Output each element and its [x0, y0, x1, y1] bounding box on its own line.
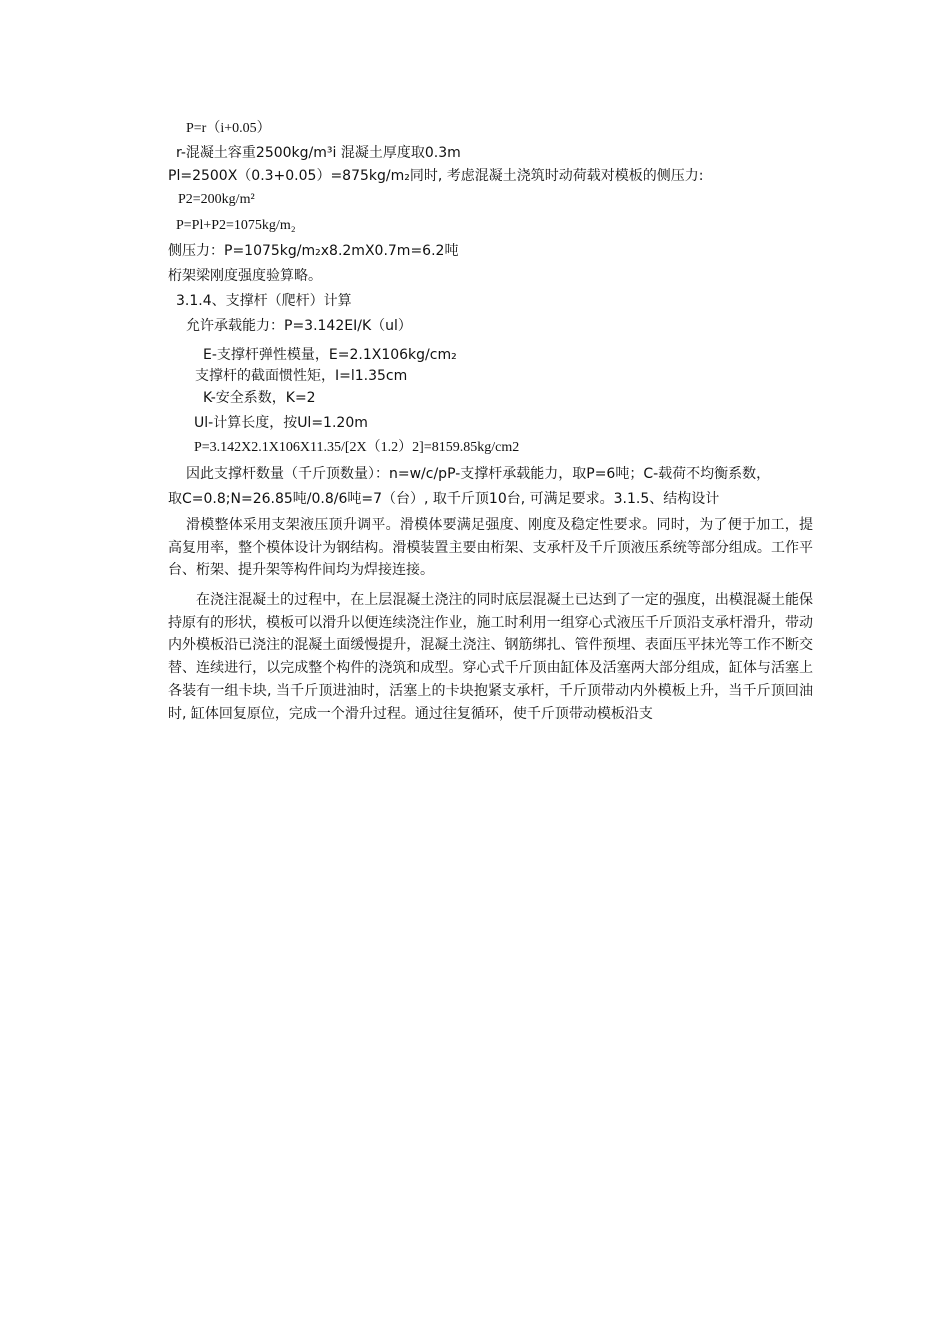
allowable-load-line: 允许承载能力：P=3.142EI/K（ul） — [186, 318, 412, 334]
inertia-line: 支撑杆的截面惯性矩，I=l1.35cm — [195, 368, 408, 384]
elastic-modulus-line: E-支撑杆弹性模量，E=2.1X106kg/cm₂ — [203, 347, 457, 363]
result-formula-line: P=3.142X2.1X106X11.35/[2X（1.2）2]=8159.85kg/cm2 — [194, 440, 520, 455]
section-heading-3-1-4: 3.1.4、支撑杆（爬杆）计算 — [176, 293, 352, 309]
structure-design-paragraph: 滑模整体采用支架液压顶升调平。滑模体要满足强度、刚度及稳定性要求。同时，为了便于加工，提高复用率，整个模体设计为钢结构。滑模装置主要由桁架、支承杆及千斤顶液压系统等部分组成。工作平台、桁架、提升架等构件间均为焊接连接。 — [168, 517, 813, 579]
formula-line-1: P=r（i+0.05） — [186, 121, 271, 136]
casting-process-paragraph: 在浇注混凝土的过程中，在上层混凝土浇注的同时底层混凝土已达到了一定的强度，出模混凝土能保持原有的形状，模板可以滑升以便连续浇注作业，施工时利用一组穿心式液压千斤顶沿支承杆滑升，带动内外模板沿已浇注的混凝土面缓慢提升，混凝土浇注、钢筋绑扎、管件预埋、表面压平抹光等工作不断交替、连续进行，以完成整个构件的浇筑和成型。穿心式千斤顶由缸体及活塞两大部分组成，缸体与活塞上各装有一组卡块, 当千斤顶进油时，活塞上的卡块抱紧支承杆，千斤顶带动内外模板上升，当千斤顶回油时, 缸体回复原位，完成一个滑升过程。通过往复循环，使千斤顶带动模板沿支 — [168, 592, 813, 722]
truss-check-line: 桁架梁刚度强度验算略。 — [168, 268, 322, 284]
safety-factor-line: K-安全系数，K=2 — [203, 390, 316, 406]
calc-length-line: Ul-计算长度，按Ul=1.20m — [194, 415, 368, 431]
formula-line-3: Pl=2500X（0.3+0.05）=875kg/m₂同时, 考虑混凝土浇筑时动荷载对模板的侧压力: — [168, 168, 704, 184]
formula-line-2: r-混凝土容重2500kg/m³i 混凝土厚度取0.3m — [176, 145, 461, 161]
formula-line-5: P=Pl+P2=1075kg/m₂ — [176, 218, 296, 233]
jack-count-line-2: 取C=0.8;N=26.85吨/0.8/6吨=7（台）, 取千斤顶10台, 可满足要求。3.1.5、结构设计 — [168, 491, 720, 507]
lateral-pressure-line: 侧压力：P=1075kg/m₂x8.2mX0.7m=6.2吨 — [168, 243, 459, 259]
formula-line-4: P2=200kg/m² — [178, 192, 255, 207]
jack-count-line-1: 因此支撑杆数量（千斤顶数量）：n=w/c/pP-支撑杆承载能力，取P=6吨；C-载荷不均衡系数， — [186, 466, 771, 482]
